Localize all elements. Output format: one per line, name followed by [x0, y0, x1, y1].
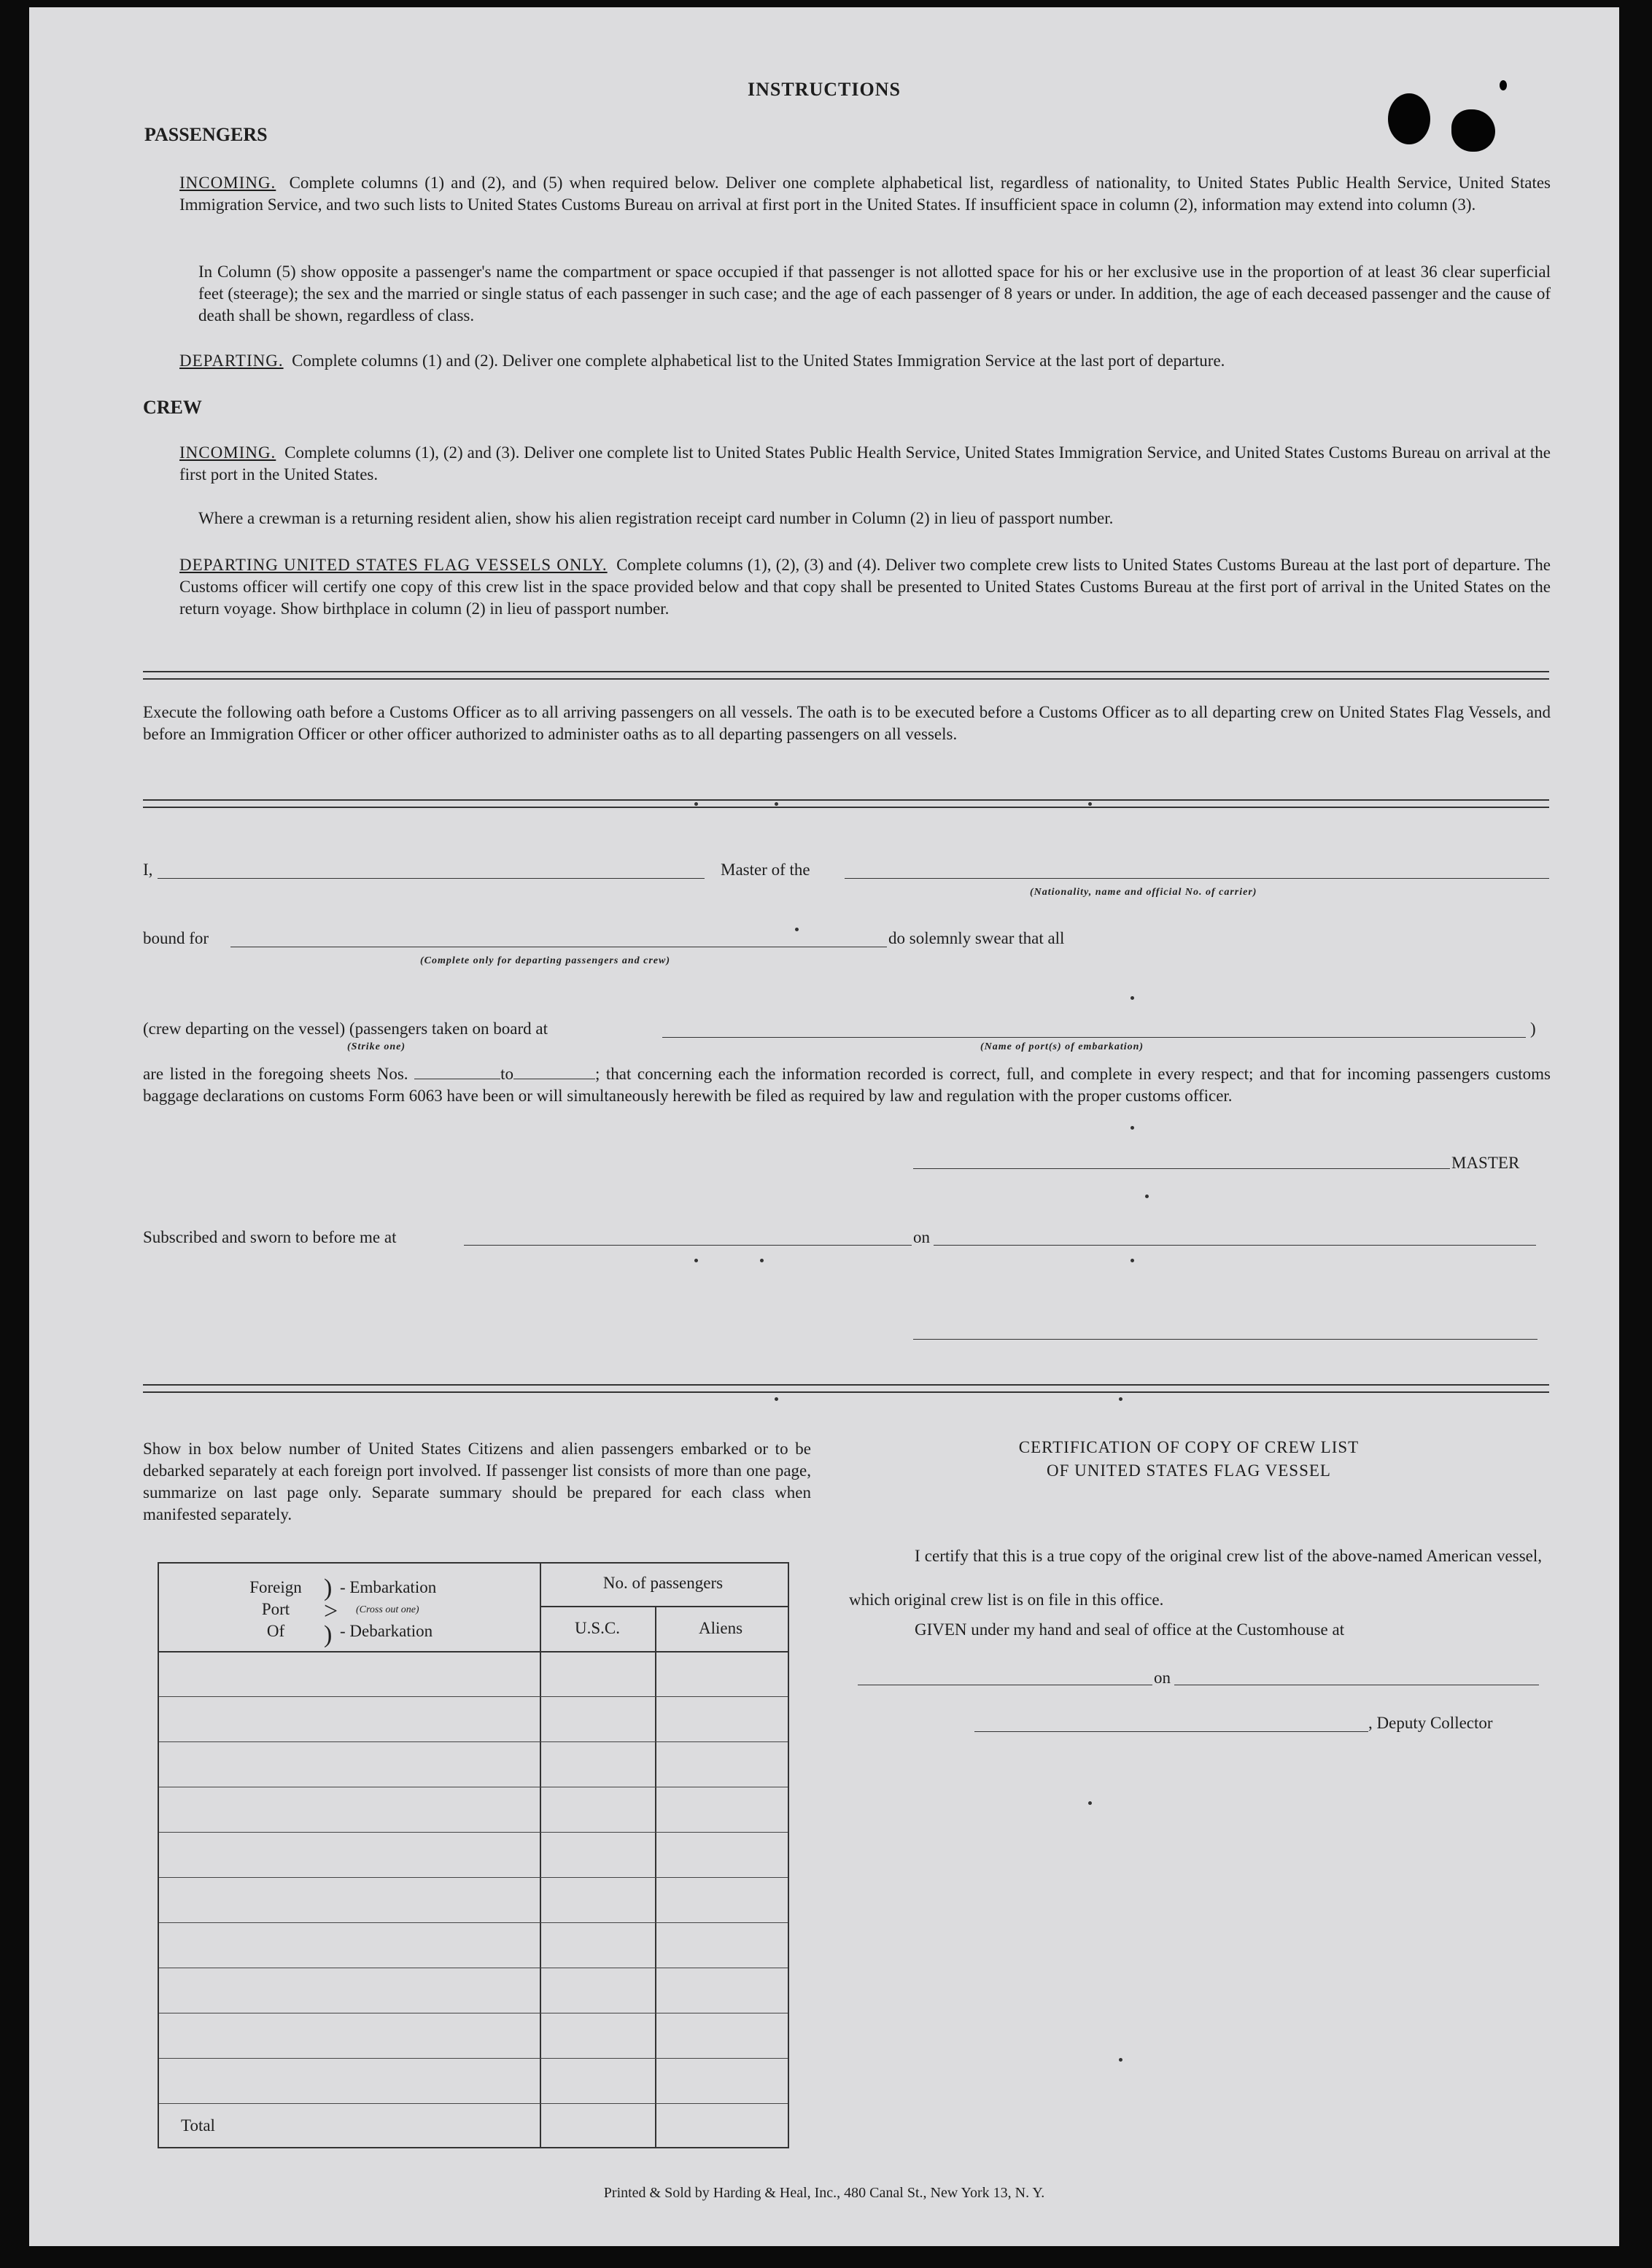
sworn-at-field[interactable]: [464, 1245, 912, 1246]
table-brace: ) > ): [324, 1574, 338, 1648]
crew-incoming-paragraph: [179, 442, 1551, 486]
certification-title-line2: OF UNITED STATES FLAG VESSEL: [1047, 1461, 1331, 1480]
ink-blot-left: [1388, 93, 1430, 144]
summary-instructions: Show in box below number of United States Citizens and alien passengers embarked or to be debarked separately at each foreign port involved. If passenger list consists of more than one page, summarize on last page only. Separate summary should be prepared for each class when manifested separately.: [143, 1440, 811, 1523]
oath-listed-text: ; that concerning each the information recorded is correct, full, and complete in every respect; and that for incoming passengers customs baggage declarations on customs Form 6063 have been or will simultaneously herewith be filed as required by law and regulation with the proper customs officer.: [143, 1065, 1551, 1105]
sheet-from-field[interactable]: [414, 1064, 500, 1079]
table-no-of-passengers-header: No. of passengers: [602, 1574, 724, 1592]
crew-departing-paragraph: [179, 554, 1551, 620]
speck: [1119, 2058, 1122, 2062]
carrier-field[interactable]: [845, 878, 1549, 879]
speck: [1119, 1397, 1122, 1401]
sheet-to-field[interactable]: [513, 1064, 595, 1079]
speck: [1088, 1801, 1092, 1805]
passengers-departing-paragraph: [179, 350, 1551, 372]
strike-caption: (Strike one): [347, 1041, 406, 1052]
master-name-field[interactable]: [158, 878, 705, 879]
section-divider-3: [143, 1384, 1549, 1393]
oath-close-paren: ): [1530, 1020, 1536, 1038]
table-row-rule-5: [159, 1877, 788, 1878]
oath-master-of-label: Master of the: [721, 861, 810, 879]
ports-of-embarkation-field[interactable]: [662, 1037, 1526, 1038]
table-row-rule-2: [159, 1741, 788, 1742]
speck: [1131, 996, 1134, 1000]
certification-deputy-label: , Deputy Collector: [1368, 1714, 1493, 1732]
printer-footer: Printed & Sold by Harding & Heal, Inc., 480 Canal St., New York 13, N. Y.: [603, 2185, 1045, 2201]
carrier-caption: (Nationality, name and official No. of carrier): [1030, 887, 1257, 898]
section-divider-1: [143, 671, 1549, 680]
table-row-rule-1: [159, 1696, 788, 1697]
speck: [1088, 802, 1092, 806]
table-debarkation-label: - Debarkation: [340, 1622, 433, 1640]
table-of-label: Of: [266, 1622, 285, 1640]
speck: [795, 928, 799, 931]
table-row-rule-6: [159, 1922, 788, 1923]
oath-on-label: on: [913, 1228, 930, 1246]
oath-crew-departing-label: (crew departing on the vessel) (passengers taken on board at: [143, 1020, 548, 1038]
table-aliens-header: Aliens: [698, 1619, 743, 1637]
oath-bound-for-label: bound for: [143, 929, 209, 947]
ink-blot-right: [1451, 109, 1495, 152]
table-total-label: Total: [181, 2116, 215, 2135]
speck: [775, 802, 778, 806]
table-cross-out-label: (Cross out one): [356, 1604, 419, 1615]
certification-title-line1: CERTIFICATION OF COPY OF CREW LIST: [1018, 1438, 1360, 1456]
crew-heading: CREW: [143, 397, 202, 418]
crew-departing-lead: DEPARTING UNITED STATES FLAG VESSELS ONLY.: [179, 556, 608, 574]
oath-i-label: I,: [143, 861, 153, 879]
speck: [1131, 1259, 1134, 1262]
speck: [760, 1259, 764, 1262]
table-usc-header: U.S.C.: [575, 1619, 620, 1637]
crew-resident-paragraph: Where a crewman is a returning resident alien, show his alien registration receipt card number in Column (2) in lieu of passport number.: [198, 509, 1114, 527]
deputy-collector-signature-field[interactable]: [974, 1731, 1368, 1732]
table-header-rule: [159, 1651, 788, 1653]
oath-subscribed-label: Subscribed and sworn to before me at: [143, 1228, 397, 1246]
section-divider-2: [143, 799, 1549, 808]
passengers-incoming-paragraph: [179, 172, 1551, 216]
speck: [775, 1397, 778, 1401]
passengers-departing-text: Complete columns (1) and (2). Deliver one complete alphabetical list to the United States Immigration Service at the last port of departure.: [292, 352, 1225, 370]
bound-caption: (Complete only for departing passengers and crew): [420, 955, 670, 966]
oath-to-label: to: [500, 1065, 513, 1083]
page-title: INSTRUCTIONS: [748, 79, 901, 100]
passengers-incoming-lead: INCOMING.: [179, 174, 276, 192]
certification-given-text: GIVEN under my hand and seal of office at the Customhouse at: [915, 1620, 1345, 1639]
passengers-column5-paragraph: In Column (5) show opposite a passenger's name the compartment or space occupied if that passenger is not allotted space for his or her exclusive use in the proportion of at least 36 clear superficial feet (steerage); the sex and the married or single status of each passenger in such case; and the age of each passenger of 8 years or under. In addition, the age of each deceased passenger and the cause of death shall be shown, regardless of class.: [198, 263, 1551, 325]
speck: [1145, 1195, 1149, 1198]
table-divider-usc: [655, 1606, 656, 2147]
passengers-incoming-text: Complete columns (1) and (2), and (5) when required below. Deliver one complete alphabetical list, regardless of nationality, to United States Public Health Service, United States Immigration Service, and two such lists to United States Customs Bureau on arrival at first port in the United States. If insufficient space in column (2), information may extend into column (3).: [179, 174, 1551, 214]
speck: [694, 1259, 698, 1262]
ports-caption: (Name of port(s) of embarkation): [980, 1041, 1144, 1052]
oath-intro: Execute the following oath before a Customs Officer as to all arriving passengers on all vessels. The oath is to be executed before a Customs Officer as to all departing crew on United States Flag Vessels, and before an Immigration Officer or other officer authorized to administer oaths as to all departing passengers on all vessels.: [143, 703, 1551, 743]
oath-swear-label: do solemnly swear that all: [888, 929, 1065, 947]
table-row-rule-4: [159, 1832, 788, 1833]
table-embarkation-label: - Embarkation: [340, 1578, 437, 1596]
table-row-rule-10: [159, 2103, 788, 2104]
master-signature-field[interactable]: [913, 1168, 1450, 1169]
oath-master-label: MASTER: [1451, 1154, 1520, 1172]
passengers-departing-lead: DEPARTING.: [179, 352, 284, 370]
certification-on-label: on: [1154, 1669, 1171, 1687]
speck: [1131, 1126, 1134, 1130]
table-port-label: Port: [261, 1600, 290, 1618]
form-page: [29, 7, 1619, 2246]
table-foreign-label: Foreign: [249, 1578, 302, 1596]
table-row-rule-9: [159, 2058, 788, 2059]
crew-incoming-lead: INCOMING.: [179, 443, 276, 462]
crew-incoming-text: Complete columns (1), (2) and (3). Deliver one complete list to United States Public Health Service, United States Immigration Service, and United States Customs Bureau on arrival at the first port in the United States.: [179, 443, 1551, 483]
table-header-subrule: [540, 1606, 788, 1607]
officer-signature-field[interactable]: [913, 1339, 1537, 1340]
passenger-summary-table: [158, 1562, 789, 2148]
passengers-heading: PASSENGERS: [144, 124, 268, 145]
oath-listed-prefix: are listed in the foregoing sheets Nos.: [143, 1065, 408, 1083]
speck: [694, 802, 698, 806]
sworn-on-field[interactable]: [934, 1245, 1536, 1246]
crew-departing-text: Complete columns (1), (2), (3) and (4). Deliver two complete crew lists to United States Customs Bureau at the last port of departure. The Customs officer will certify one copy of this crew list in the space provided below and that copy shall be presented to United States Customs Bureau at the first port of arrival in the United States on the return voyage. Show birthplace in column (2) in lieu of passport number.: [179, 556, 1551, 618]
certification-certify-text: I certify that this is a true copy of the original crew list of the above-named American vessel, which original crew list is on file in this office.: [849, 1547, 1542, 1609]
oath-listed-paragraph: [143, 1063, 1551, 1107]
